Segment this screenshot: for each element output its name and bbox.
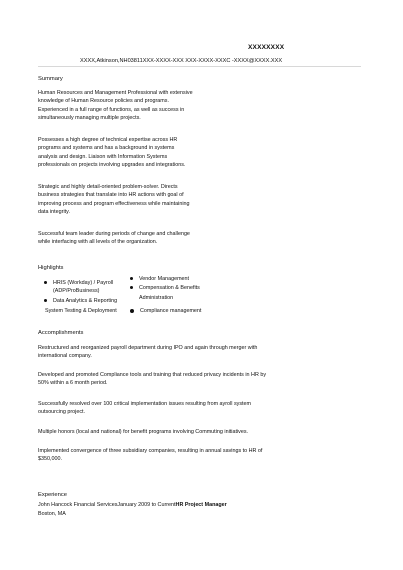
text-line: while interfacing with all levels of the organization. <box>38 239 158 246</box>
highlight-item <box>130 284 200 292</box>
highlight-text: Vendor Management <box>139 276 190 282</box>
text-line: Restructured and reorganized payroll department during IPO and again through merger with <box>38 345 258 351</box>
experience-heading: Experience <box>38 492 68 498</box>
text-line: Successful team leader during periods of change and challenge <box>38 231 190 237</box>
summary-paragraph <box>38 183 308 217</box>
bullet-icon <box>130 277 133 280</box>
bullet-icon <box>44 281 47 284</box>
text-line: business strategies that translate into HR actions with goal of <box>38 192 184 199</box>
bullet-icon <box>130 286 133 289</box>
job-title: HR Project Manager <box>175 502 227 508</box>
highlight-item <box>44 297 117 305</box>
text-line: Multiple honors (local and national) for benefit programs involving Commuting initiatives. <box>38 429 249 435</box>
text-line: Human Resources and Management Professional with extensive <box>38 90 193 96</box>
highlight-text: Data Analytics & Reporting <box>53 298 118 304</box>
text-line: Developed and promoted Compliance tools and training that reduced privacy incidents in HR by <box>38 372 267 378</box>
text-line: Implemented convergence of three subsidiary companies, resulting in annual savings to HR of <box>38 448 263 454</box>
highlights-heading: Highlights <box>38 265 64 271</box>
highlight-text: Compensation & Benefits <box>139 285 200 291</box>
employer-and-dates: John Hancock Financial ServicesJanuary 2009 to Current <box>38 502 176 508</box>
highlight-item <box>130 275 189 283</box>
accomplishment-item <box>38 447 328 464</box>
text-line: Experienced in a full range of functions, as well as success in <box>38 106 185 113</box>
highlight-text: Compliance management <box>140 308 202 314</box>
summary-paragraph <box>38 136 308 170</box>
highlight-item: System Testing & Deployment <box>45 308 117 314</box>
header-divider <box>38 66 361 67</box>
bullet-icon <box>130 309 134 313</box>
text-line: programs and systems and has a background in systems <box>38 145 175 152</box>
text-line: improving process and program effectiveness while maintaining <box>38 200 190 207</box>
highlight-item-continued: Administration <box>139 295 174 301</box>
highlight-item-continued: (ADP/ProBusiness) <box>53 288 100 294</box>
summary-heading: Summary <box>38 76 63 82</box>
experience-line <box>38 501 227 509</box>
bullet-icon <box>44 299 47 302</box>
experience-location: Boston, MA <box>38 511 66 517</box>
accomplishment-item <box>38 400 328 417</box>
text-line: international company. <box>38 353 92 360</box>
accomplishment-item <box>38 344 328 361</box>
text-line: analysis and design. Liaison with Information Systems <box>38 153 168 160</box>
text-line: Possesses a high degree of technical expertise across HR <box>38 137 178 143</box>
highlight-item <box>130 307 201 315</box>
text-line: knowledge of Human Resource policies and programs. <box>38 98 169 105</box>
accomplishment-item <box>38 428 328 436</box>
accomplishment-item <box>38 371 328 388</box>
text-line: $350,000. <box>38 456 62 463</box>
text-line: simultaneously managing multiple projects. <box>38 115 141 122</box>
text-line: professionals on projects involving upgrades and integrations. <box>38 162 186 169</box>
text-line: 50% within a 6 month period. <box>38 380 108 387</box>
summary-paragraph <box>38 230 308 247</box>
text-line: Strategic and highly detail-oriented problem-solver. Directs <box>38 184 178 190</box>
text-line: Successfully resolved over 100 critical implementation issues resulting from ayroll system <box>38 401 252 407</box>
accomplishments-heading: Accomplishments <box>38 330 84 336</box>
text-line: outsourcing project. <box>38 409 86 416</box>
contact-line: XXXX,Atkinson,NH03811XXX-XXXX-XXX XXX-XXXX-XXXC -XXXX@XXXX.XXX <box>80 58 283 64</box>
summary-paragraph <box>38 89 308 123</box>
highlight-text: HRIS (Workday) / Payroll <box>53 280 114 286</box>
candidate-name: XXXXXXXX <box>248 44 285 51</box>
text-line: data integrity. <box>38 209 70 216</box>
